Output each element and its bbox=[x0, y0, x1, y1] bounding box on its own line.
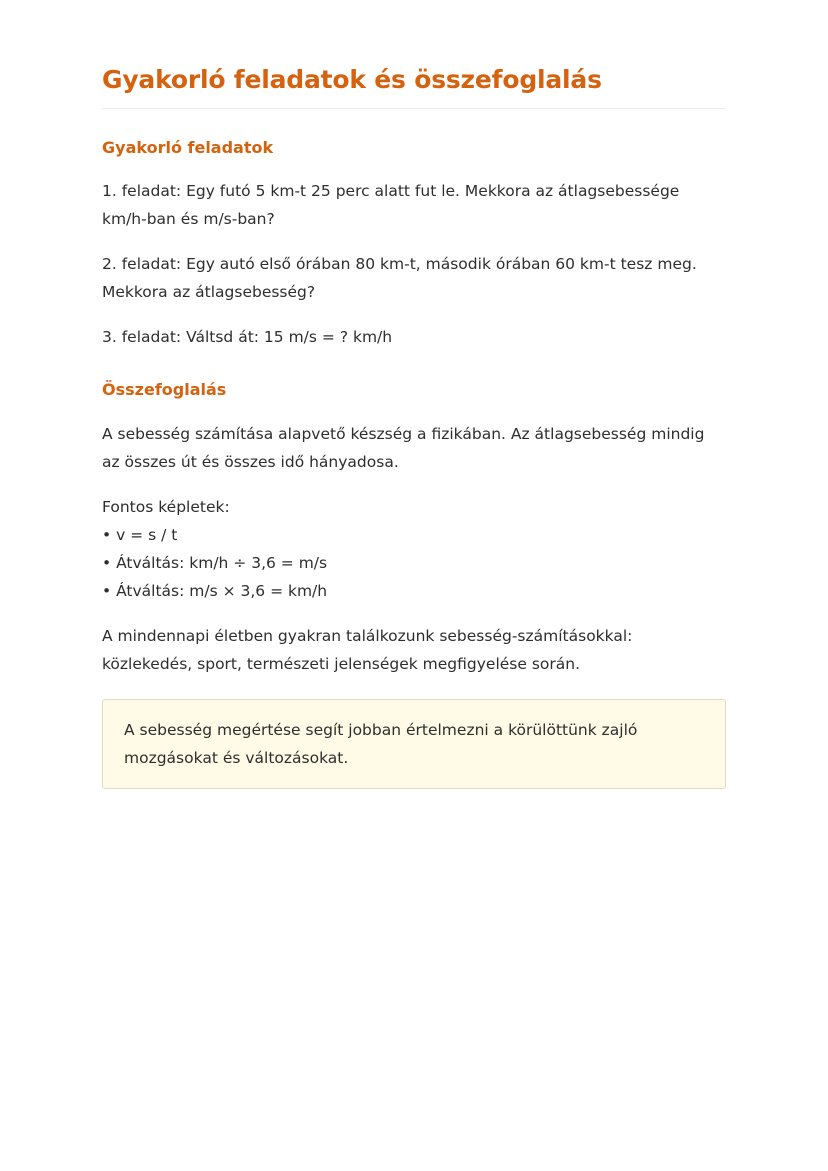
formula-item: • Átváltás: km/h ÷ 3,6 = m/s bbox=[102, 554, 328, 572]
exercise-2: 2. feladat: Egy autó első órában 80 km-t, második órában 60 km-t tesz meg. Mekkora az átlagsebesség? bbox=[102, 255, 697, 301]
note-box bbox=[102, 699, 726, 789]
summary-heading: Összefoglalás bbox=[102, 380, 227, 399]
formula-item: • Átváltás: m/s × 3,6 = km/h bbox=[102, 582, 328, 600]
formulas-block bbox=[102, 493, 726, 605]
practice-heading: Gyakorló feladatok bbox=[102, 138, 274, 157]
everyday-paragraph: A mindennapi életben gyakran találkozunk sebesség-számításokkal: közlekedés, sport, természeti jelenségek megfigyelése során. bbox=[102, 627, 633, 673]
formulas-title: Fontos képletek: bbox=[102, 498, 230, 516]
note-text: A sebesség megértése segít jobban értelmezni a körülöttünk zajló mozgásokat és változásokat. bbox=[124, 721, 638, 767]
exercise-3: 3. feladat: Váltsd át: 15 m/s = ? km/h bbox=[102, 328, 393, 346]
exercise-1: 1. feladat: Egy futó 5 km-t 25 perc alatt fut le. Mekkora az átlagsebessége km/h-ban és m/s-ban? bbox=[102, 182, 680, 228]
formula-item: • v = s / t bbox=[102, 526, 178, 544]
page-title: Gyakorló feladatok és összefoglalás bbox=[102, 62, 726, 109]
summary-paragraph: A sebesség számítása alapvető készség a fizikában. Az átlagsebesség mindig az összes út és összes idő hányadosa. bbox=[102, 425, 705, 471]
